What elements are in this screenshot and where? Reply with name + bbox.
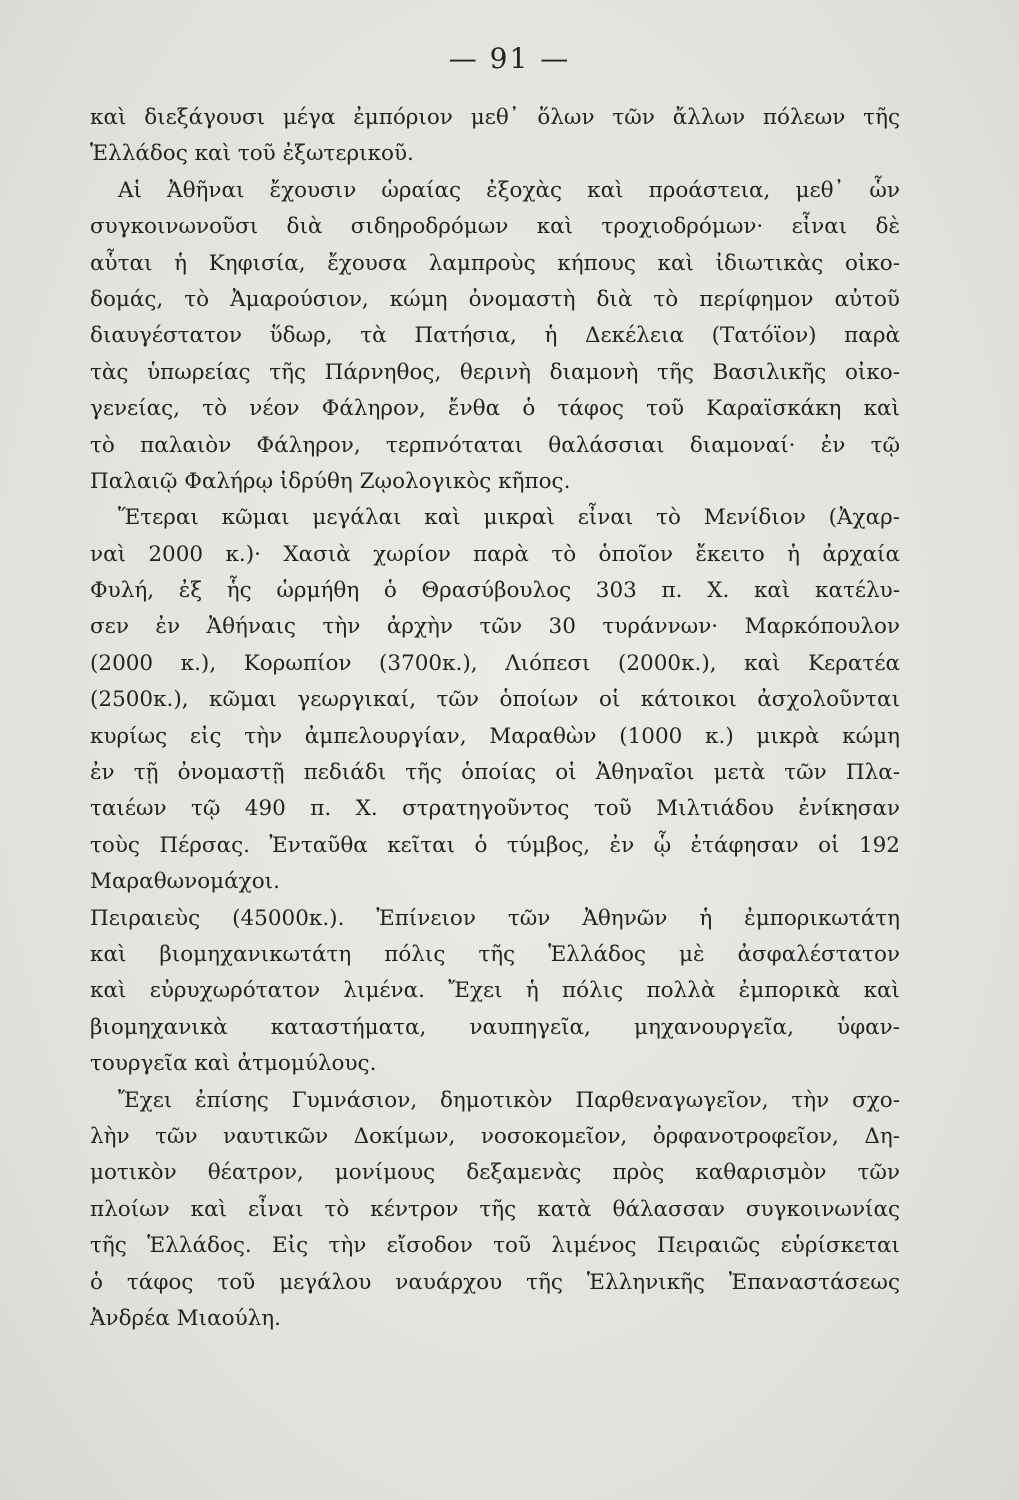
text-line: καὶ βιομηχανικωτάτη πόλις τῆς Ἑλλάδος μὲ ἀσφαλέστατον xyxy=(90,941,900,967)
page-number: — 91 — xyxy=(448,42,571,75)
text-line: τὰς ὑπωρείας τῆς Πάρνηθος, θερινὴ διαμονὴ τῆς Βασιλικῆς οἰκο- xyxy=(90,359,900,385)
text-line: καὶ διεξάγουσι μέγα ἐμπόριον μεθ᾽ ὅλων τῶν ἄλλων πόλεων τῆς xyxy=(90,105,900,130)
text-line: Αἱ Ἀθῆναι ἔχουσιν ὡραίας ἐξοχὰς καὶ προάστεια, μεθ᾽ ὧν xyxy=(118,177,900,203)
text-line: Μαραθωνομάχοι. xyxy=(90,869,280,895)
text-line: ἐν τῇ ὀνομαστῇ πεδιάδι τῆς ὁποίας οἱ Ἀθηναῖοι μετὰ τῶν Πλα- xyxy=(90,760,900,786)
text-line: Ἀνδρέα Μιαούλη. xyxy=(90,1305,281,1331)
text-line: τοὺς Πέρσας. Ἐνταῦθα κεῖται ὁ τύμβος, ἐν ᾧ ἐτάφησαν οἱ 192 xyxy=(90,832,900,858)
text-line: Παλαιῷ Φαλήρῳ ἱδρύθη Ζῳολογικὸς κῆπος. xyxy=(90,468,571,494)
text-line: τὸ παλαιὸν Φάληρον, τερπνόταται θαλάσσιαι διαμοναί· ἐν τῷ xyxy=(90,432,900,458)
text-line: μοτικὸν θέατρον, μονίμους δεξαμενὰς πρὸς καθαρισμὸν τῶν xyxy=(90,1160,900,1186)
text-line: τῆς Ἑλλάδος. Εἰς τὴν εἴσοδον τοῦ λιμένος Πειραιῶς εὑρίσκεται xyxy=(90,1233,900,1259)
text-line: βιομηχανικὰ καταστήματα, ναυπηγεῖα, μηχανουργεῖα, ὑφαν- xyxy=(90,1014,900,1040)
text-line: διαυγέστατον ὕδωρ, τὰ Πατήσια, ἡ Δεκέλεια (Τατόϊον) παρὰ xyxy=(90,323,900,349)
text-line: σεν ἐν Ἀθήναις τὴν ἀρχὴν τῶν 30 τυράννων· Μαρκόπουλον xyxy=(90,614,900,640)
text-line: καὶ εὐρυχωρότατον λιμένα. Ἔχει ἡ πόλις πολλὰ ἐμπορικὰ καὶ xyxy=(90,978,900,1004)
text-line: γενείας, τὸ νέον Φάληρον, ἔνθα ὁ τάφος τοῦ Καραϊσκάκη καὶ xyxy=(90,396,900,422)
text-line: πλοίων καὶ εἶναι τὸ κέντρον τῆς κατὰ θάλασσαν συγκοινωνίας xyxy=(90,1196,900,1222)
text-line: Ἑλλάδος καὶ τοῦ ἐξωτερικοῦ. xyxy=(90,141,414,167)
text-line: δομάς, τὸ Ἀμαρούσιον, κώμη ὀνομαστὴ διὰ τὸ περίφημον αὐτοῦ xyxy=(90,286,900,312)
text-line: συγκοινωνοῦσι διὰ σιδηροδρόμων καὶ τροχιοδρόμων· εἶναι δὲ xyxy=(90,214,900,240)
body-text xyxy=(90,100,900,1337)
text-line: λὴν τῶν ναυτικῶν Δοκίμων, νοσοκομεῖον, ὀρφανοτροφεῖον, Δη- xyxy=(90,1123,900,1149)
text-line: (2000 κ.), Κορωπίον (3700κ.), Λιόπεσι (2000κ.), καὶ Κερατέα xyxy=(90,650,900,676)
text-line: ὁ τάφος τοῦ μεγάλου ναυάρχου τῆς Ἑλληνικῆς Ἐπαναστάσεως xyxy=(90,1269,900,1295)
text-line: κυρίως εἰς τὴν ἀμπελουργίαν, Μαραθὼν (1000 κ.) μικρὰ κώμη xyxy=(90,723,900,749)
text-line: τουργεῖα καὶ ἀτμομύλους. xyxy=(90,1051,377,1077)
text-line: ταιέων τῷ 490 π. Χ. στρατηγοῦντος τοῦ Μιλτιάδου ἐνίκησαν xyxy=(90,796,900,822)
text-line: Φυλή, ἐξ ἧς ὡρμήθη ὁ Θρασύβουλος 303 π. Χ. καὶ κατέλυ- xyxy=(90,578,900,604)
text-line: ναὶ 2000 κ.)· Χασιὰ χωρίον παρὰ τὸ ὁποῖον ἔκειτο ἡ ἀρχαία xyxy=(90,541,900,567)
text-line: Πειραιεὺς (45000κ.). Ἐπίνειον τῶν Ἀθηνῶν ἡ ἐμπορικωτάτη xyxy=(90,905,900,931)
text-line: αὗται ἡ Κηφισία, ἔχουσα λαμπροὺς κήπους καὶ ἰδιωτικὰς οἰκο- xyxy=(90,250,900,276)
text-line: (2500κ.), κῶμαι γεωργικαί, τῶν ὁποίων οἱ κάτοικοι ἀσχολοῦνται xyxy=(90,687,900,713)
text-line: Ἕτεραι κῶμαι μεγάλαι καὶ μικραὶ εἶναι τὸ Μενίδιον (Ἀχαρ- xyxy=(118,505,900,531)
text-line: Ἔχει ἐπίσης Γυμνάσιον, δημοτικὸν Παρθεναγωγεῖον, τὴν σχο- xyxy=(118,1087,900,1113)
